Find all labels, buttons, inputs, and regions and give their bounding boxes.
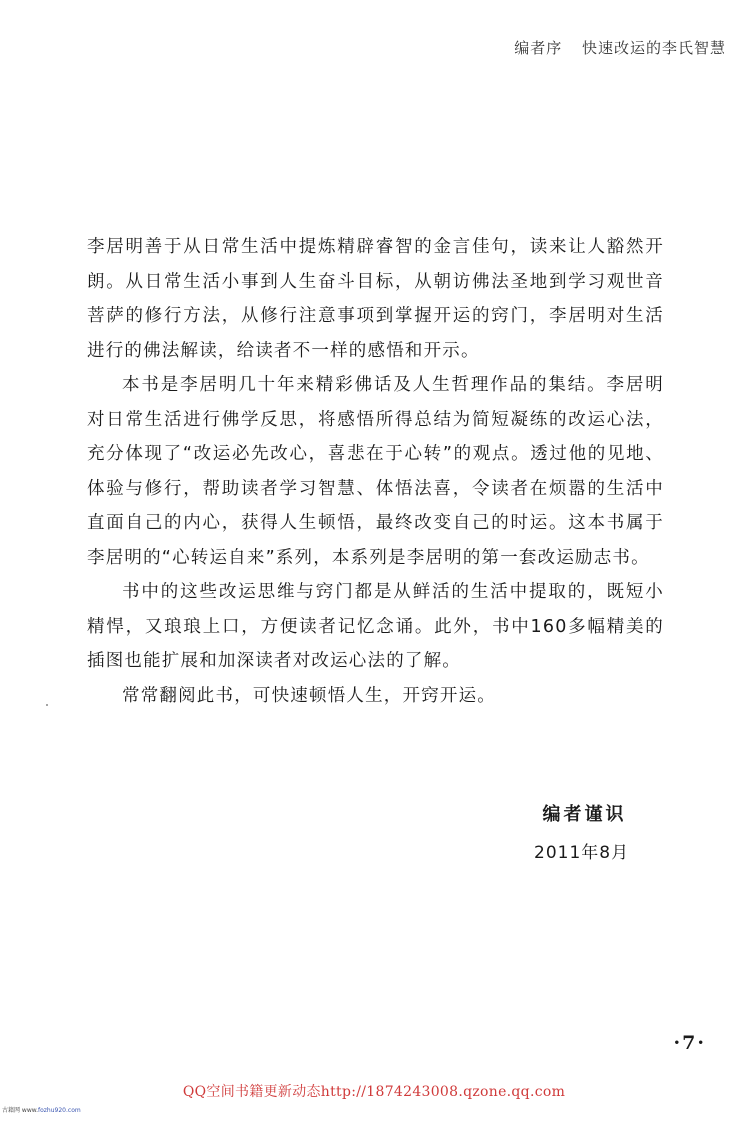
body-text	[87, 230, 664, 713]
running-header	[514, 37, 726, 58]
scan-speck	[46, 704, 48, 706]
paragraph-4: 常常翻阅此书，可快速顿悟人生，开窍开运。	[122, 685, 496, 706]
signature-block	[534, 800, 630, 863]
corner-stamp	[2, 1105, 81, 1114]
header-section: 编者序	[514, 39, 563, 57]
page-number: ·7·	[673, 1032, 706, 1054]
header-title: 快速改运的李氏智慧	[581, 39, 726, 57]
watermark-link[interactable]: QQ空间书籍更新动态http://1874243008.qzone.qq.com	[182, 1084, 566, 1100]
corner-stamp-prefix: 古籍网 www.	[2, 1107, 38, 1114]
paragraph-3: 书中的这些改运思维与窍门都是从鲜活的生活中提取的，既短小精悍，又琅琅上口，方便读者记忆念诵。此外，书中160多幅精美的插图也能扩展和加深读者对改运心法的了解。	[87, 582, 664, 671]
paragraph-2: 本书是李居明几十年来精彩佛话及人生哲理作品的集结。李居明对日常生活进行佛学反思，将感悟所得总结为简短凝练的改运心法，充分体现了“改运必先改心，喜悲在于心转”的观点。透过他的见地、体验与修行，帮助读者学习智慧、体悟法喜，令读者在烦嚣的生活中直面自己的内心，获得人生顿悟，最终改变自己的时运。这本书属于李居明的“心转运自来”系列，本系列是李居明的第一套改运励志书。	[87, 375, 664, 568]
paragraph-1: 李居明善于从日常生活中提炼精辟睿智的金言佳句，读来让人豁然开朗。从日常生活小事到人生奋斗目标，从朝访佛法圣地到学习观世音菩萨的修行方法，从修行注意事项到掌握开运的窍门，李居明对生活进行的佛法解读，给读者不一样的感悟和开示。	[87, 237, 664, 361]
signature-name: 编者谨识	[542, 804, 627, 825]
corner-stamp-link[interactable]: fozhu920.com	[38, 1107, 81, 1114]
signature-date: 2011年8月	[534, 843, 630, 863]
